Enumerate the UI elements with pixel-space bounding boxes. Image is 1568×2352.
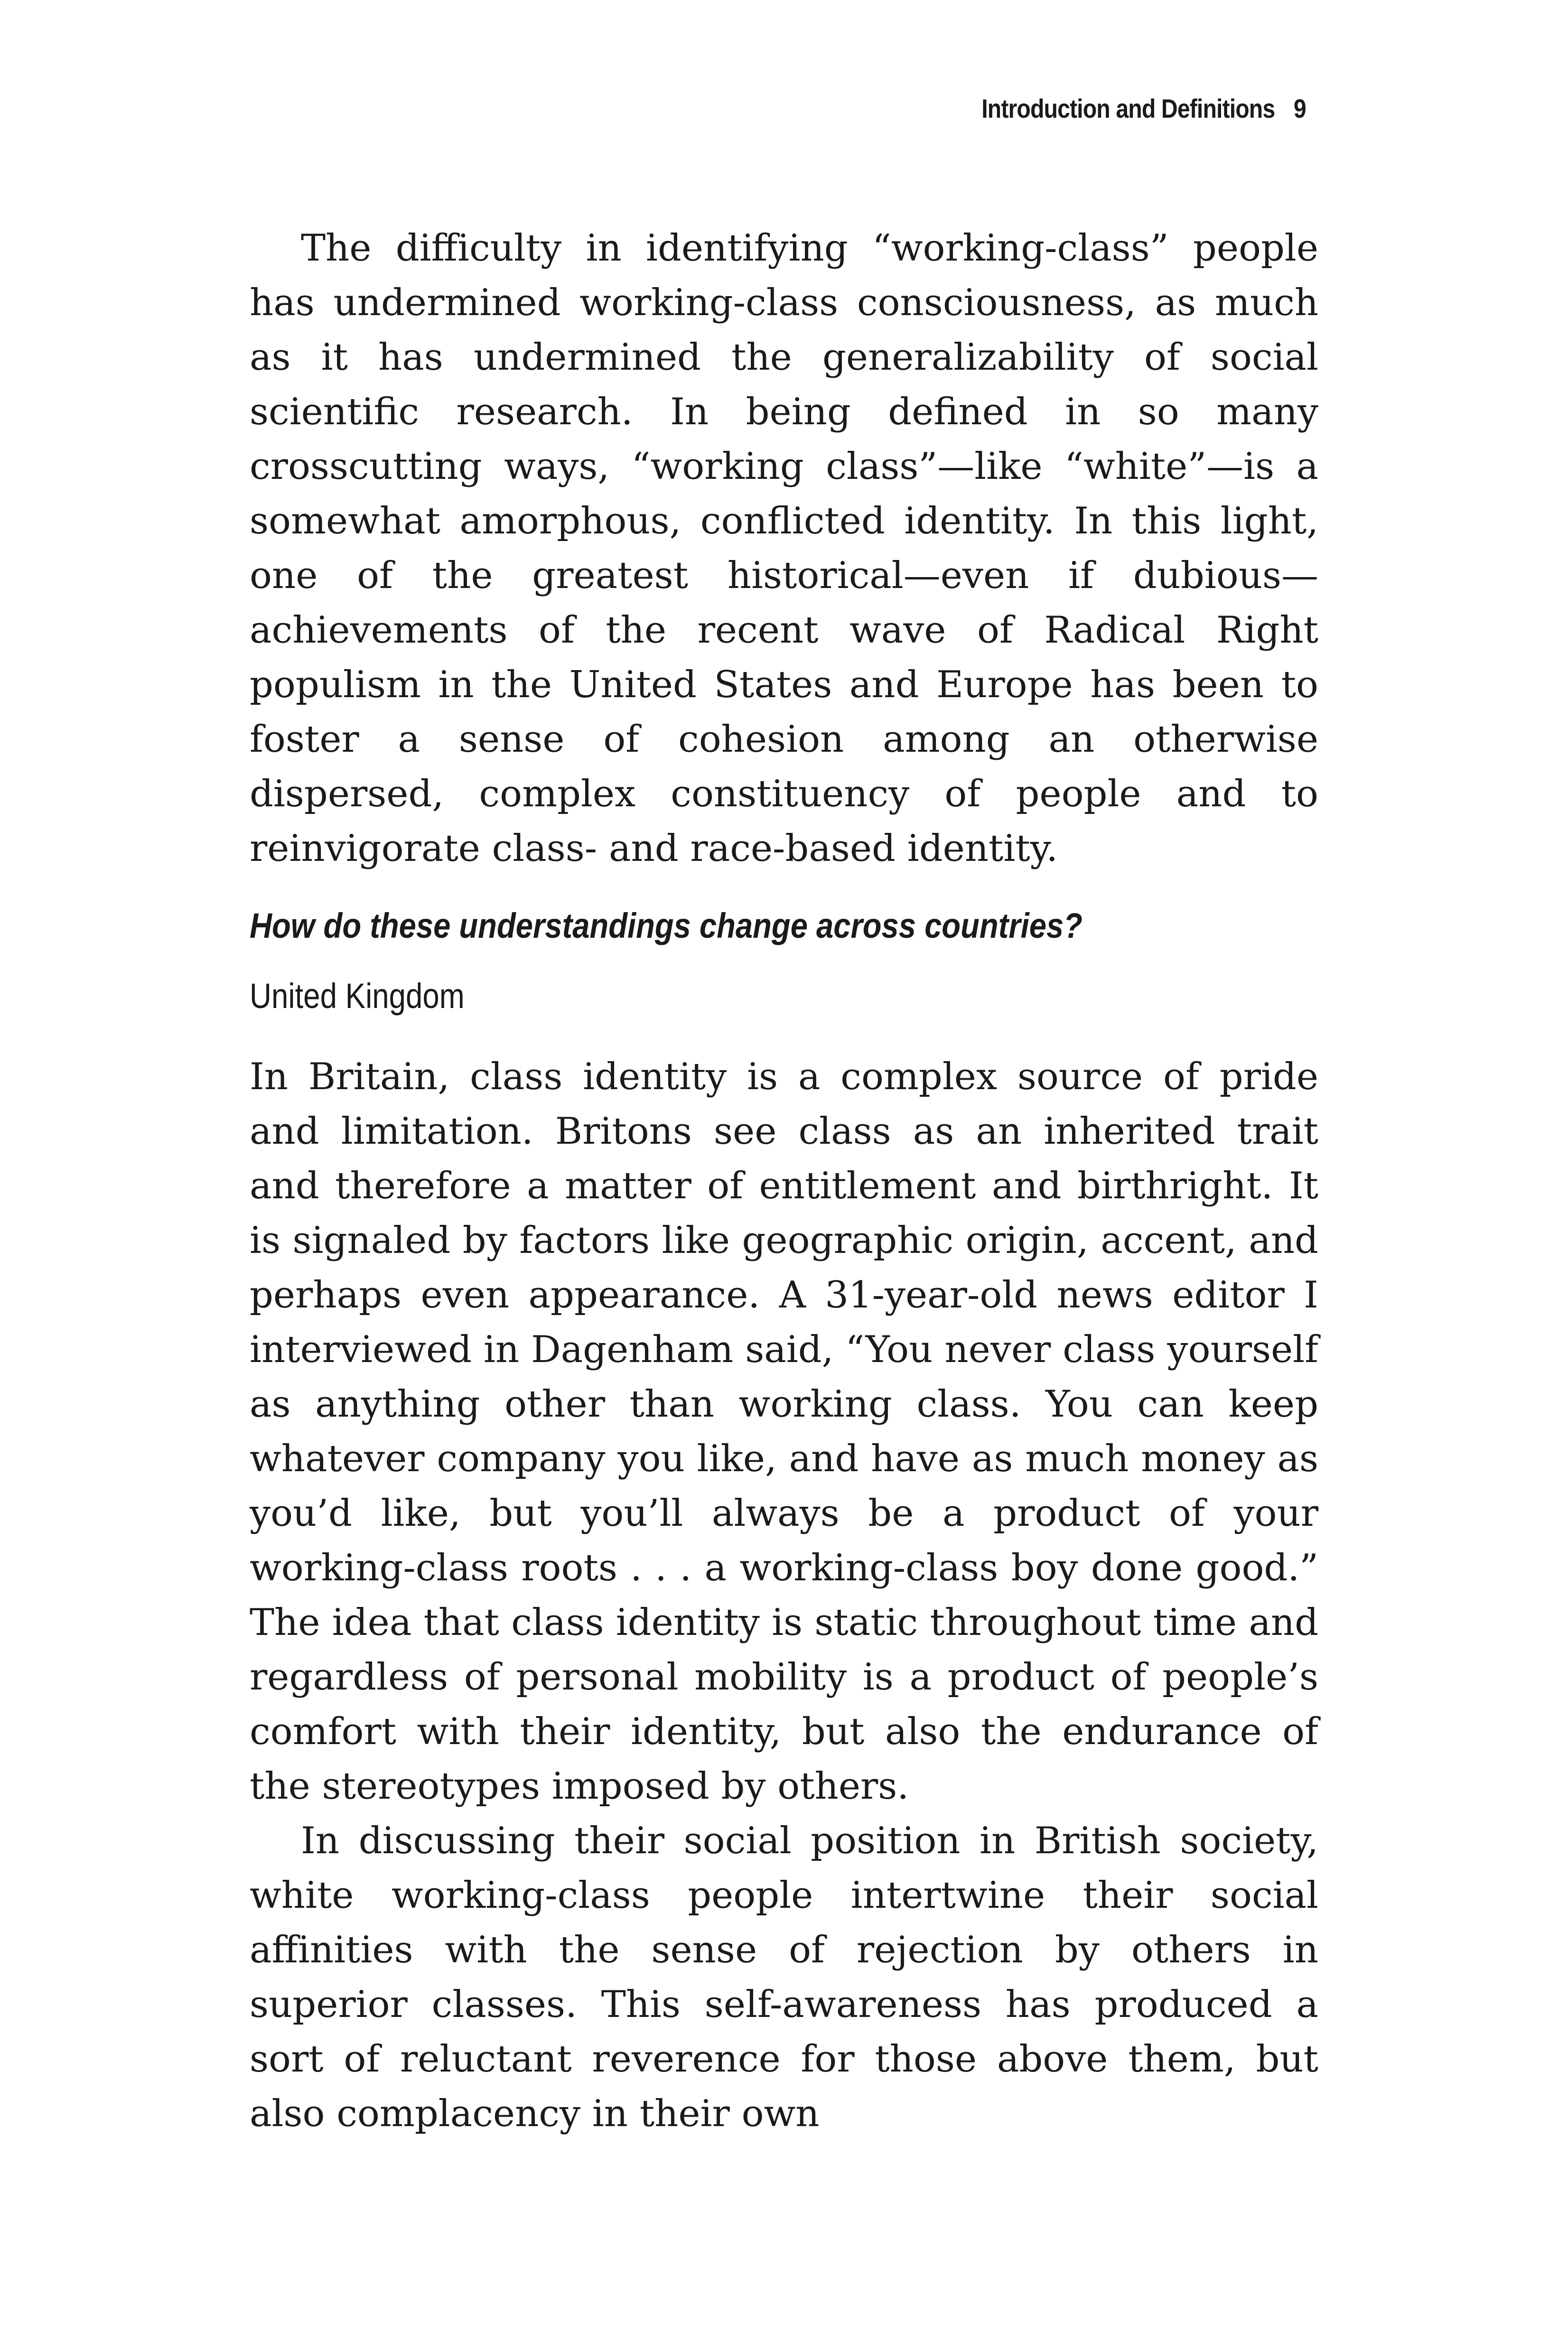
paragraph-social-position: In discussing their social position in British society, white working-class people intertwine their social affinities with the sense of rejection by others in superior classes. This self-awareness has produced a sort of reluctant reverence for those above them, but also complacency in their own	[250, 1820, 1318, 2135]
country-subheading: United Kingdom	[250, 976, 465, 1016]
paragraph-working-class-identity: The difficulty in identifying “working-class” people has undermined working-class consciousness, as much as it has undermined the generalizability of social scientific research. In being defined in so many crosscutting ways, “working class”—like “white”—is a somewhat amorphous, conflicted identity. In this light, one of the greatest historical—even if dubious—achievements of the recent wave of Radical Right populism in the United States and Europe has been to foster a sense of cohesion among an otherwise dispersed, complex constituency of people and to reinvigorate class- and race-based identity.	[250, 227, 1318, 870]
page-number: 9	[1294, 93, 1306, 123]
running-head	[982, 93, 1306, 124]
running-head-title: Introduction and Definitions	[981, 93, 1275, 123]
paragraph-britain-class-identity: In Britain, class identity is a complex source of pride and limitation. Britons see class as an inherited trait and therefore a matter of entitlement and birthright. It is signaled by factors like geographic origin, accent, and perhaps even appearance. A 31-year-old news editor I interviewed in Dagenham said, “You never class yourself as anything other than working class. You can keep whatever company you like, and have as much money as you’d like, but you’ll always be a product of your working-class roots . . . a working-class boy done good.” The idea that class identity is static throughout time and regardless of personal mobility is a product of people’s comfort with their identity, but also the endurance of the stereotypes imposed by others.	[250, 1055, 1318, 1808]
section-question-heading: How do these understandings change across countries?	[250, 906, 1083, 945]
united-kingdom-text-block	[250, 1050, 1318, 2141]
opening-paragraph-block	[250, 221, 1318, 876]
